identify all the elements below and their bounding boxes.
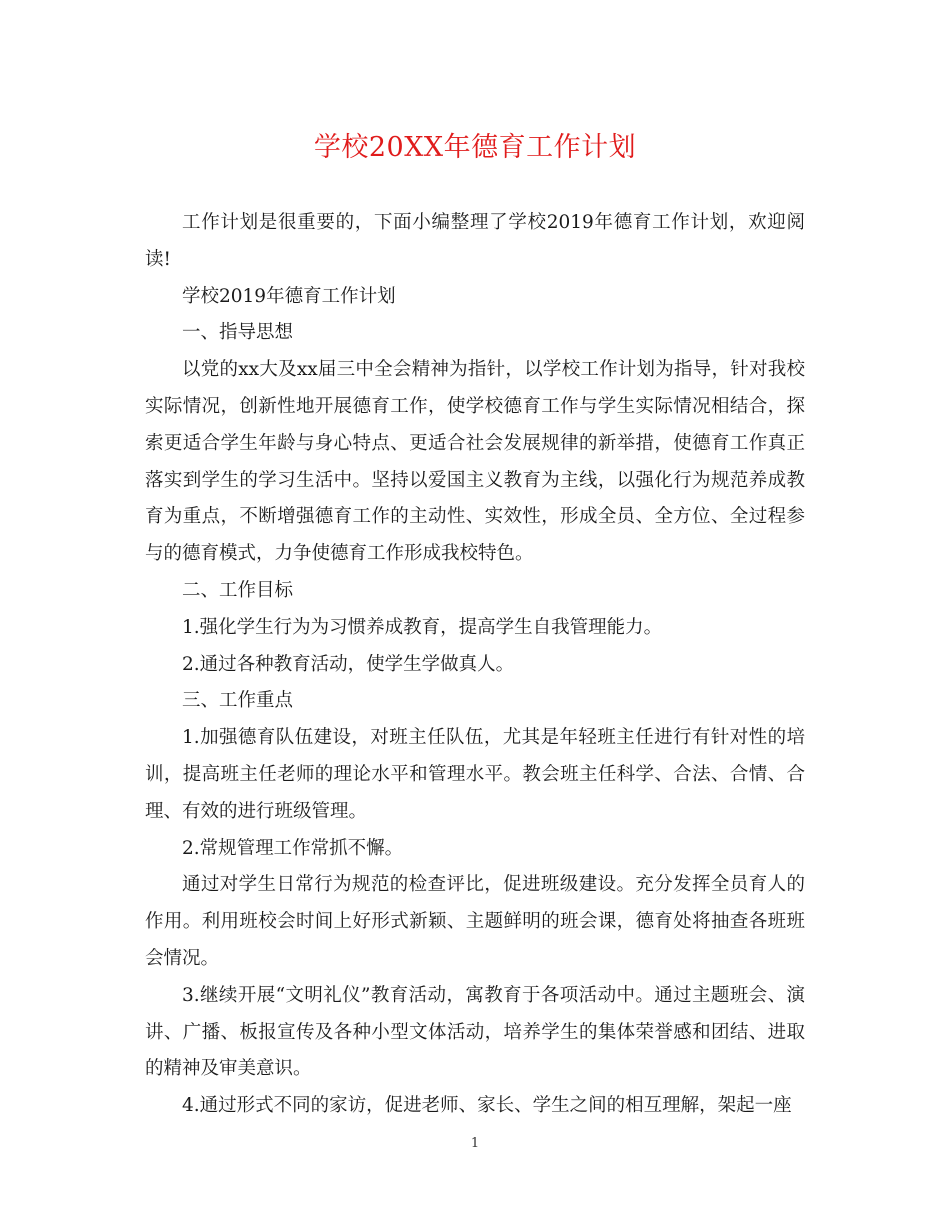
document-body <box>145 205 805 1125</box>
paragraph-goal-1: 1.强化学生行为为习惯养成教育，提高学生自我管理能力。 <box>182 616 663 638</box>
paragraph-focus-1: 1.加强德育队伍建设，对班主任队伍，尤其是年轻班主任进行有针对性的培训，提高班主任老师的理论水平和管理水平。教会班主任科学、合法、合情、合理、有效的进行班级管理。 <box>145 727 805 822</box>
paragraph-subtitle: 学校2019年德育工作计划 <box>182 285 396 307</box>
paragraph-focus-3: 3.继续开展“文明礼仪”教育活动，寓教育于各项活动中。通过主题班会、演讲、广播、板报宣传及各种小型文体活动，培养学生的集体荣誉感和团结、进取的精神及审美意识。 <box>145 984 805 1080</box>
paragraph-focus-2-detail: 通过对学生日常行为规范的检查评比，促进班级建设。充分发挥全员育人的作用。利用班校会时间上好形式新颖、主题鲜明的班会课，德育处将抽查各班班会情况。 <box>145 874 805 969</box>
paragraph-goal-2: 2.通过各种教育活动，使学生学做真人。 <box>182 653 515 675</box>
document-title: 学校20XX年德育工作计划 <box>313 132 637 163</box>
section-heading-guiding-thought: 一、指导思想 <box>182 322 294 344</box>
page-number: 1 <box>470 1136 480 1151</box>
paragraph-guiding-thought: 以党的xx大及xx届三中全会精神为指针，以学校工作计划为指导，针对我校实际情况，创新性地开展德育工作，使学校德育工作与学生实际情况相结合，探索更适合学生年龄与身心特点、更适合社会发展规律的新举措，使德育工作真正落实到学生的学习生活中。坚持以爱国主义教育为主线，以强化行为规范养成教育为重点，不断增强德育工作的主动性、实效性，形成全员、全方位、全过程参与的德育模式，力争使德育工作形成我校特色。 <box>145 359 805 565</box>
paragraph-focus-4: 4.通过形式不同的家访，促进老师、家长、学生之间的相互理解，架起一座 <box>182 1095 792 1117</box>
paragraph-focus-2: 2.常规管理工作常抓不懈。 <box>182 837 404 859</box>
section-heading-work-goals: 二、工作目标 <box>182 579 294 601</box>
section-heading-work-focus: 三、工作重点 <box>182 690 294 712</box>
paragraph-intro: 工作计划是很重要的，下面小编整理了学校2019年德育工作计划，欢迎阅读! <box>145 212 805 270</box>
